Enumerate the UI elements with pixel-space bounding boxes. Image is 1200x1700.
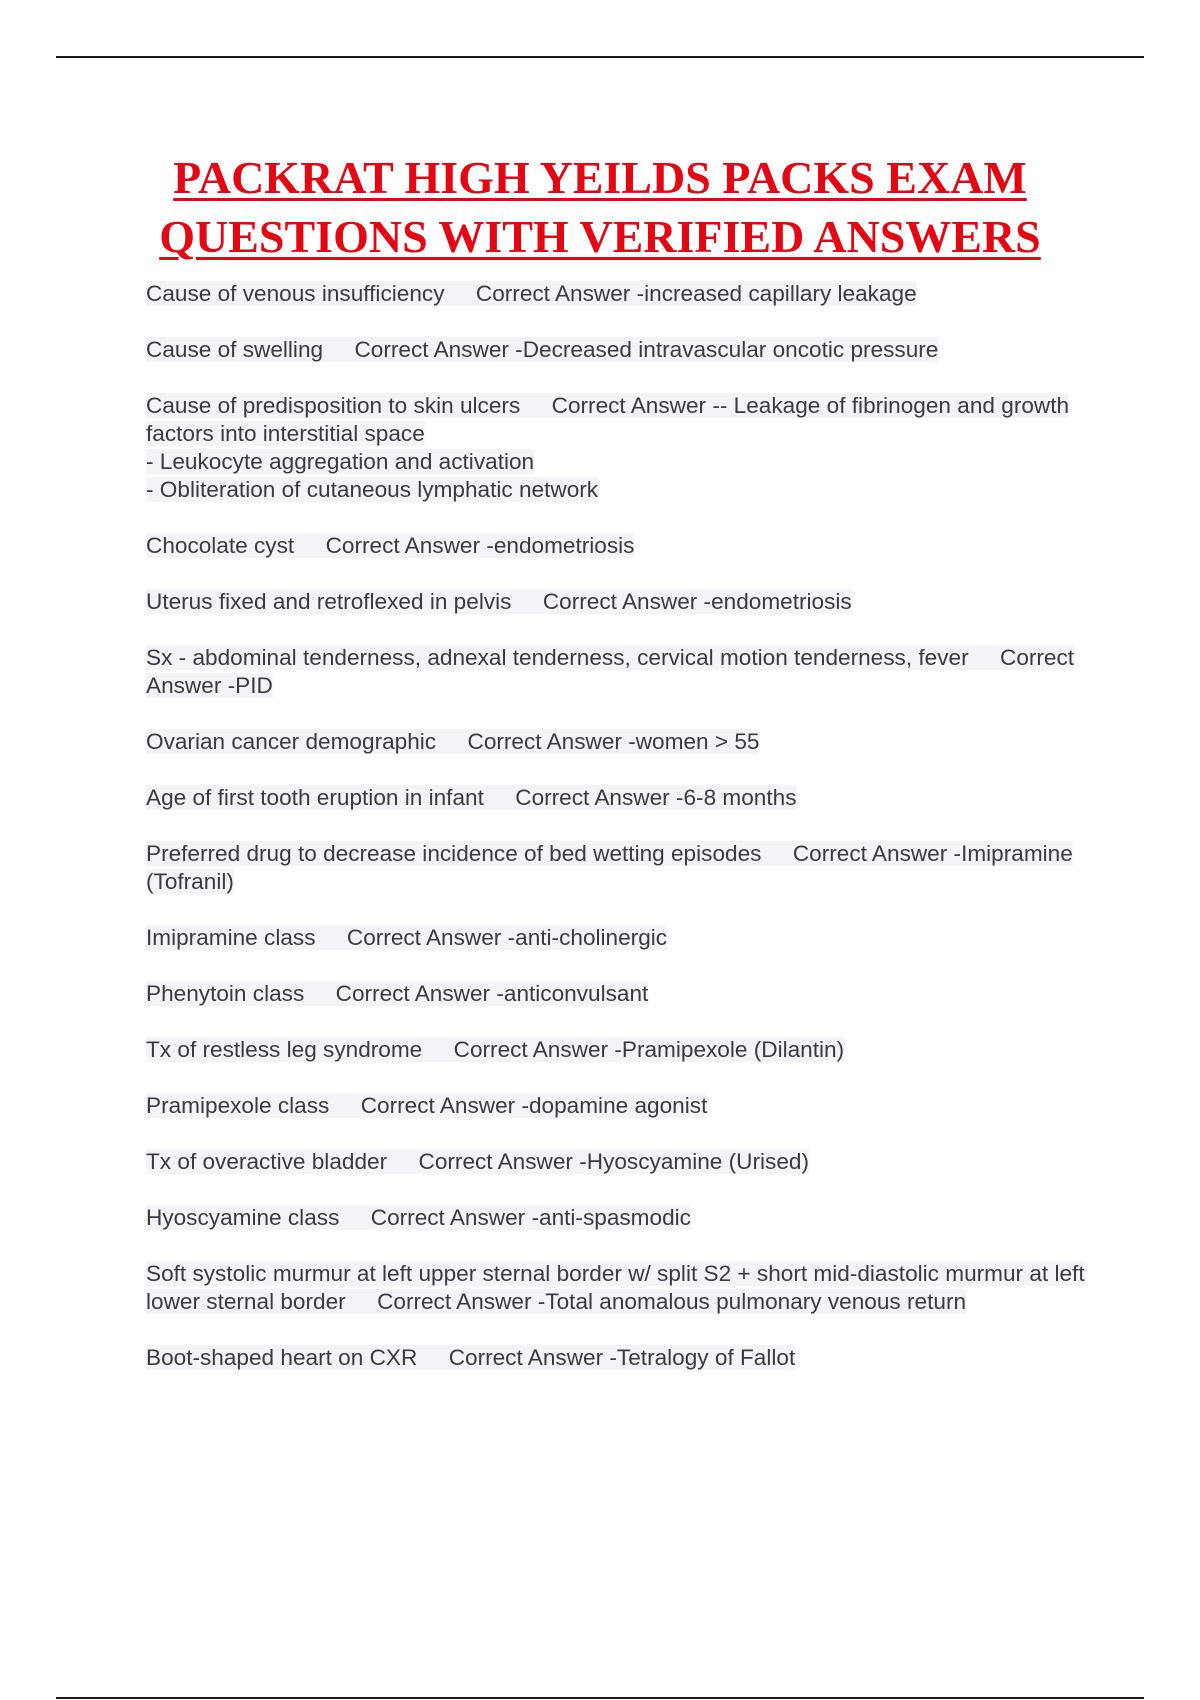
question-text: Phenytoin class <box>146 981 305 1006</box>
answer-text: Correct Answer -anti-cholinergic <box>346 925 668 950</box>
question-text: Soft systolic murmur at left upper sternal border w/ split S2 + short mid-diastolic murmur at left lower sternal border <box>146 1261 1085 1314</box>
qa-item <box>146 1092 1091 1120</box>
question-text: Tx of overactive bladder <box>146 1149 388 1174</box>
answer-text: Correct Answer -6-8 months <box>515 785 797 810</box>
question-text: Imipramine class <box>146 925 316 950</box>
title-line-1: PACKRAT HIGH YEILDS PACKS EXAM <box>173 152 1027 203</box>
qa-list <box>146 280 1091 1400</box>
question-text: Cause of swelling <box>146 337 324 362</box>
qa-item <box>146 1148 1091 1176</box>
answer-continuation: - Obliteration of cutaneous lymphatic network <box>146 477 599 502</box>
qa-item <box>146 1260 1091 1316</box>
answer-text: Correct Answer -Imipramine (Tofranil) <box>146 841 1073 894</box>
qa-item <box>146 980 1091 1008</box>
top-rule <box>56 56 1144 58</box>
question-text: Ovarian cancer demographic <box>146 729 437 754</box>
answer-text: Correct Answer -anticonvulsant <box>335 981 649 1006</box>
question-text: Boot-shaped heart on CXR <box>146 1345 418 1370</box>
qa-item <box>146 1036 1091 1064</box>
question-text: Sx - abdominal tenderness, adnexal tenderness, cervical motion tenderness, fever <box>146 645 969 670</box>
answer-text: Correct Answer -women > 55 <box>467 729 760 754</box>
answer-text: Correct Answer -increased capillary leakage <box>475 281 917 306</box>
qa-item <box>146 392 1091 504</box>
qa-item <box>146 1344 1091 1372</box>
qa-item <box>146 588 1091 616</box>
answer-text: Correct Answer -PID <box>146 645 1075 698</box>
answer-text: Correct Answer -Tetralogy of Fallot <box>448 1345 796 1370</box>
question-text: Cause of venous insufficiency <box>146 281 445 306</box>
qa-item <box>146 1204 1091 1232</box>
bottom-rule <box>56 1697 1144 1699</box>
qa-item <box>146 280 1091 308</box>
question-text: Uterus fixed and retroflexed in pelvis <box>146 589 512 614</box>
qa-item <box>146 840 1091 896</box>
page-title <box>100 148 1100 266</box>
question-text: Chocolate cyst <box>146 533 295 558</box>
answer-text: Correct Answer -Hyoscyamine (Urised) <box>418 1149 809 1174</box>
answer-text: Correct Answer -- Leakage of fibrinogen and growth factors into interstitial space <box>146 393 1070 446</box>
qa-item <box>146 336 1091 364</box>
question-text: Cause of predisposition to skin ulcers <box>146 393 521 418</box>
answer-text: Correct Answer -dopamine agonist <box>360 1093 708 1118</box>
answer-continuation: - Leukocyte aggregation and activation <box>146 449 535 474</box>
answer-text: Correct Answer -endometriosis <box>542 589 852 614</box>
question-text: Age of first tooth eruption in infant <box>146 785 484 810</box>
qa-item <box>146 532 1091 560</box>
answer-text: Correct Answer -Pramipexole (Dilantin) <box>453 1037 845 1062</box>
question-text: Preferred drug to decrease incidence of bed wetting episodes <box>146 841 762 866</box>
answer-text: Correct Answer -anti-spasmodic <box>370 1205 691 1230</box>
question-text: Tx of restless leg syndrome <box>146 1037 423 1062</box>
qa-item <box>146 728 1091 756</box>
answer-text: Correct Answer -endometriosis <box>325 533 635 558</box>
answer-text: Correct Answer -Total anomalous pulmonary venous return <box>377 1289 967 1314</box>
qa-item <box>146 924 1091 952</box>
qa-item <box>146 784 1091 812</box>
question-text: Pramipexole class <box>146 1093 330 1118</box>
title-line-2: QUESTIONS WITH VERIFIED ANSWERS <box>159 211 1041 262</box>
qa-item <box>146 644 1091 700</box>
answer-text: Correct Answer -Decreased intravascular oncotic pressure <box>354 337 939 362</box>
question-text: Hyoscyamine class <box>146 1205 340 1230</box>
